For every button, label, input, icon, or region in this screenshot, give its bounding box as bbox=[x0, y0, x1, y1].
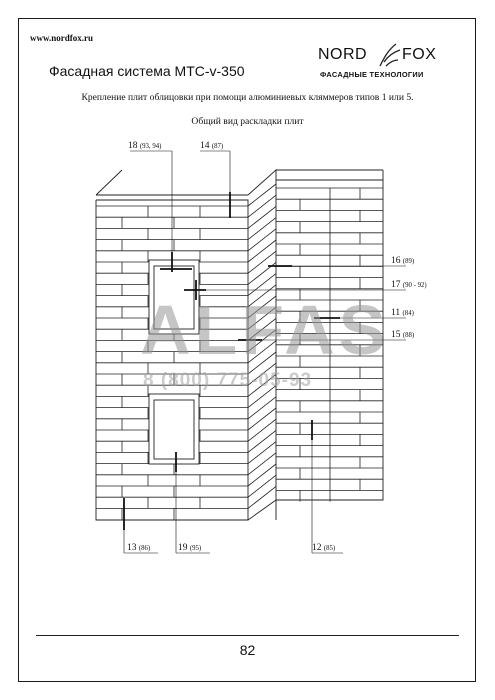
page-title: Фасадная система МТС-v-350 bbox=[49, 63, 245, 79]
panel-course-corner bbox=[248, 229, 276, 251]
panel-course-corner bbox=[248, 486, 276, 508]
panel-course-corner bbox=[248, 442, 276, 464]
label-14: 14 (87) bbox=[200, 141, 224, 151]
watermark-brand: ALFAS bbox=[140, 291, 390, 369]
label-19: 19 (95) bbox=[178, 543, 202, 553]
panel-course-corner bbox=[248, 251, 276, 273]
panel-course-corner bbox=[248, 453, 276, 475]
panel-course-corner bbox=[248, 475, 276, 497]
label-16: 16 (89) bbox=[391, 256, 415, 266]
panel-course-corner bbox=[248, 195, 276, 217]
panel-course-corner bbox=[248, 408, 276, 430]
label-17: 17 (90 - 92) bbox=[391, 280, 427, 290]
panel-course-corner bbox=[248, 430, 276, 452]
corner-bottom bbox=[248, 500, 276, 520]
panel-course-corner bbox=[248, 218, 276, 240]
site-url: www.nordfox.ru bbox=[30, 33, 94, 43]
label-12: 12 (85) bbox=[312, 543, 336, 553]
logo-tagline: ФАСАДНЫЕ ТЕХНОЛОГИИ bbox=[320, 70, 424, 79]
panel-course-corner bbox=[248, 184, 276, 206]
panel-course-corner bbox=[248, 464, 276, 486]
logo-word-left: NORD bbox=[318, 46, 368, 63]
label-13: 13 (86) bbox=[127, 543, 151, 553]
watermark-phone: 8 (800) 775-05-93 bbox=[143, 370, 313, 391]
label-11: 11 (84) bbox=[391, 308, 414, 318]
footer-rule bbox=[36, 635, 459, 636]
window-lower-inner bbox=[154, 400, 194, 459]
panel-course-corner bbox=[248, 419, 276, 441]
cap-edge bbox=[96, 170, 122, 195]
panel-course-corner bbox=[248, 240, 276, 262]
label-18: 18 (93, 94) bbox=[128, 141, 162, 151]
subtitle: Крепление плит облицовки при помощи алюминиевых кляммеров типов 1 или 5. bbox=[81, 92, 414, 103]
logo-word-right: FOX bbox=[402, 46, 437, 63]
panel-course-corner bbox=[248, 206, 276, 228]
page-number: 82 bbox=[239, 642, 256, 658]
label-15: 15 (88) bbox=[391, 330, 415, 340]
panel-course-corner bbox=[248, 397, 276, 419]
drawing-caption: Общий вид раскладки плит bbox=[191, 116, 304, 127]
